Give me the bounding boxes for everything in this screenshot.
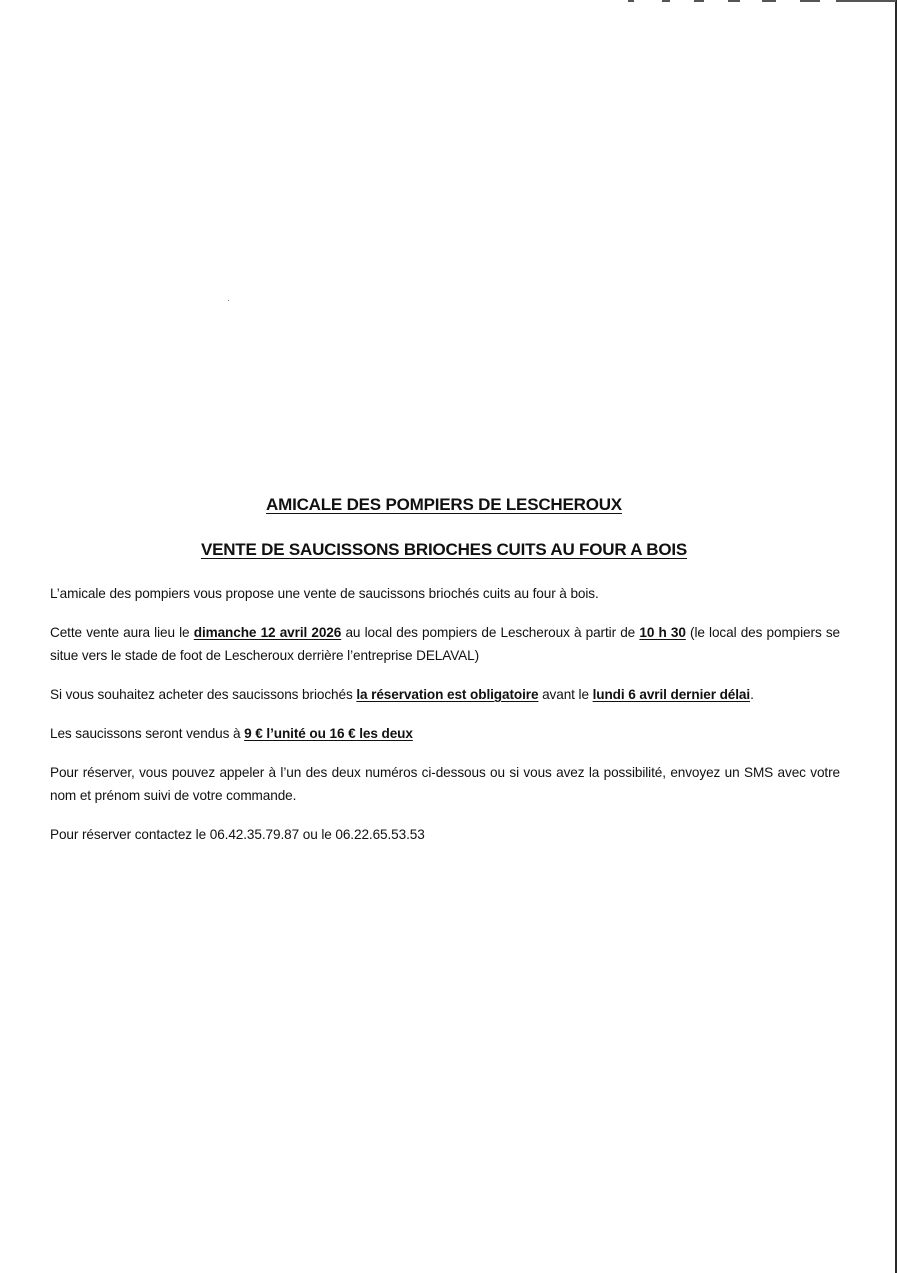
price-text: Les saucissons seront vendus à — [50, 726, 245, 741]
scan-edge — [895, 0, 897, 1273]
scan-speck — [800, 0, 820, 2]
reservation-paragraph — [50, 683, 840, 706]
contact-paragraph: Pour réserver contactez le 06.42.35.79.87 ou le 06.22.65.53.53 — [50, 827, 425, 842]
scan-speck — [762, 0, 776, 2]
document-title: AMICALE DES POMPIERS DE LESCHEROUX — [266, 495, 622, 514]
scan-speck — [628, 0, 634, 2]
reservation-text: avant le — [538, 687, 593, 702]
event-time: 10 h 30 — [639, 625, 686, 640]
event-text: au local des pompiers de Lescheroux à partir de — [341, 625, 640, 640]
event-date: dimanche 12 avril 2026 — [193, 625, 342, 640]
document-subtitle: VENTE DE SAUCISSONS BRIOCHES CUITS AU FOUR A BOIS — [200, 540, 688, 559]
price-amount: 9 € l’unité ou 16 € les deux — [244, 726, 413, 741]
reservation-text: . — [750, 687, 754, 702]
reservation-text: Si vous souhaitez acheter des saucissons briochés — [50, 687, 357, 702]
how-to-order-paragraph: Pour réserver, vous pouvez appeler à l’un des deux numéros ci-dessous ou si vous avez la possibilité, envoyez un SMS avec votre nom et prénom suivi de votre commande. — [50, 765, 840, 803]
event-text: Cette vente aura lieu le — [50, 625, 194, 640]
intro-paragraph: L’amicale des pompiers vous propose une vente de saucissons briochés cuits au four à bois. — [50, 586, 599, 601]
price-paragraph — [50, 722, 840, 745]
scan-speck — [836, 0, 896, 2]
event-location: (le local des pompiers se situe vers le stade de foot de Lescheroux derrière l’entreprise DELAVAL) — [50, 625, 841, 663]
scan-dot — [228, 300, 229, 301]
reservation-required: la réservation est obligatoire — [356, 687, 539, 702]
scan-speck — [728, 0, 740, 2]
scan-speck — [662, 0, 670, 2]
scan-speck — [694, 0, 704, 2]
reservation-deadline: lundi 6 avril dernier délai — [592, 687, 751, 702]
event-paragraph — [50, 621, 840, 667]
